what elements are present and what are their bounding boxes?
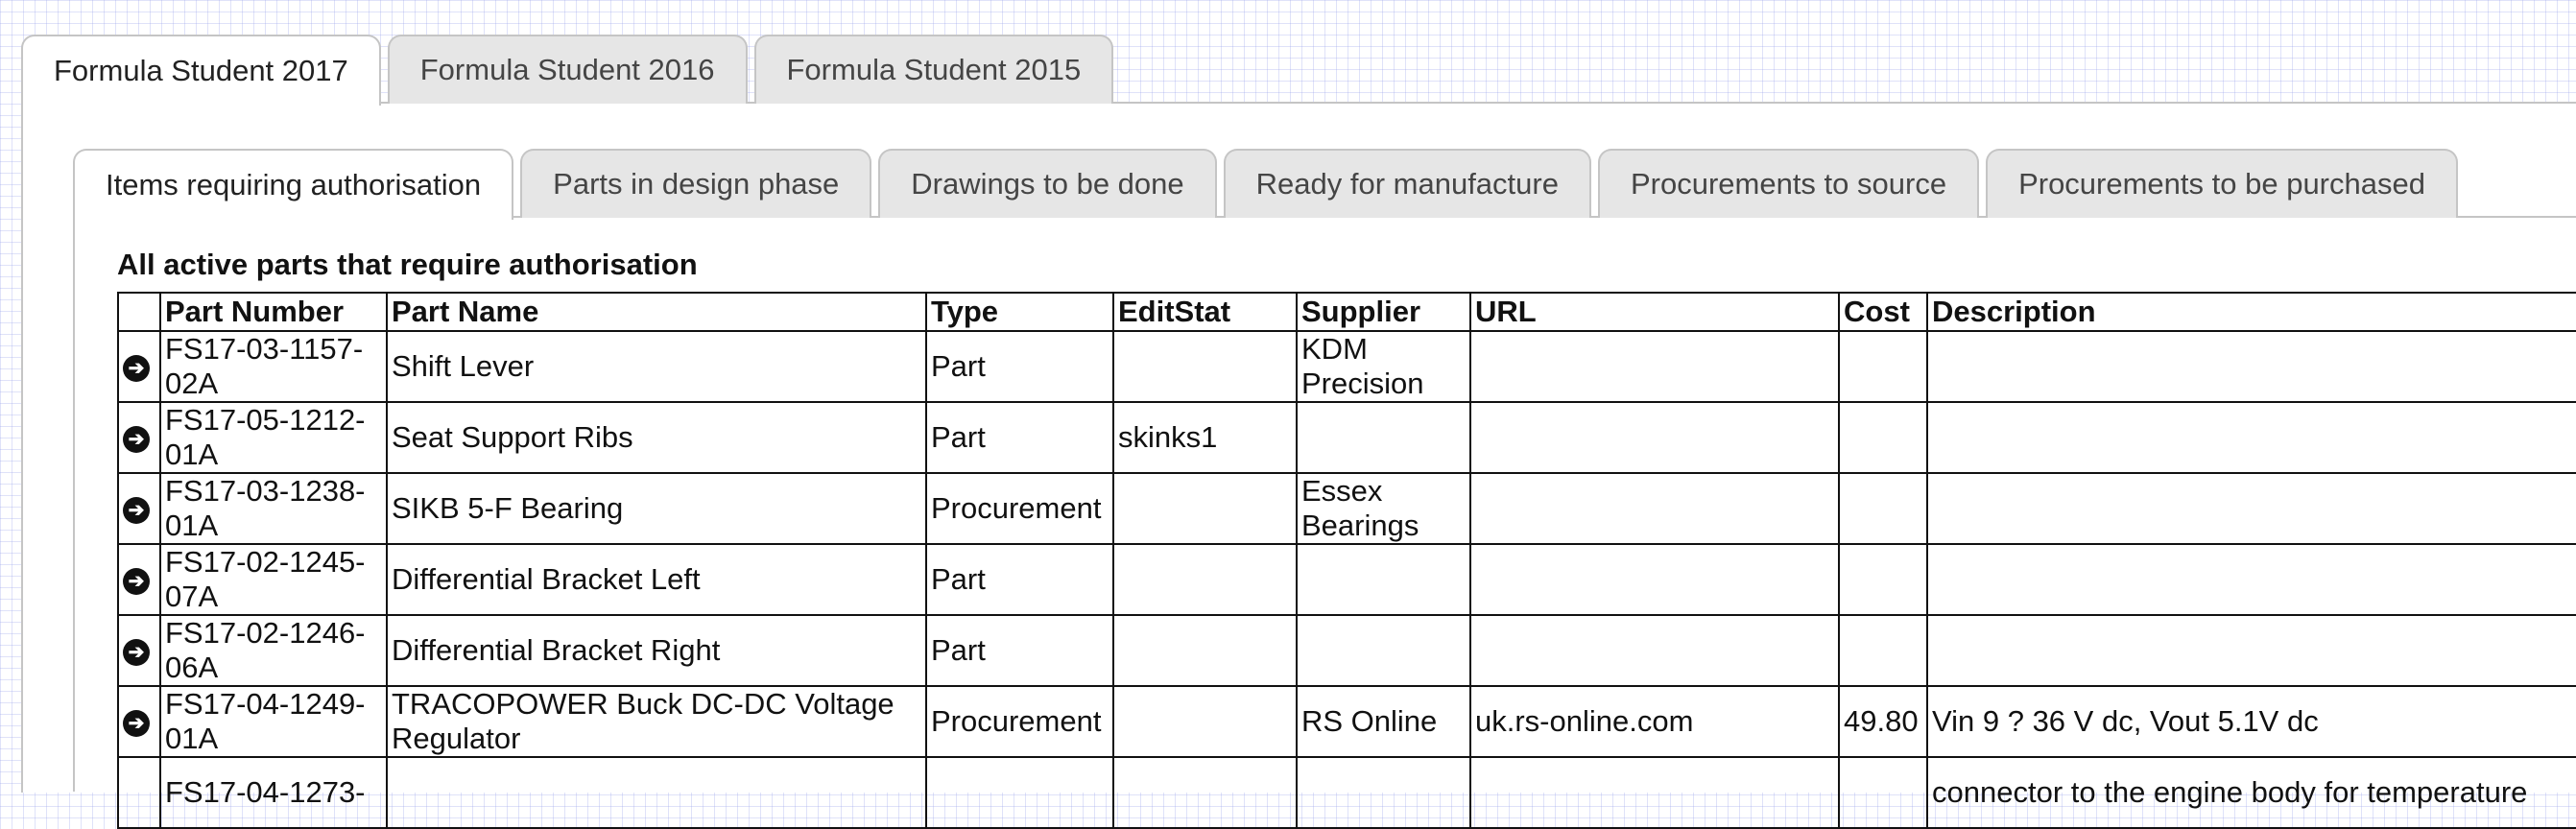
arrow-right-circle-icon[interactable]: ➔ — [123, 568, 150, 595]
description-cell — [1927, 473, 2576, 544]
tab-formula-student-2016[interactable]: Formula Student 2016 — [388, 35, 748, 104]
supplier-cell — [1297, 615, 1470, 686]
description-cell — [1927, 615, 2576, 686]
table-row[interactable] — [118, 615, 2576, 686]
supplier-cell — [1297, 544, 1470, 615]
url-cell[interactable] — [1470, 402, 1839, 473]
type-cell: Part — [926, 544, 1113, 615]
part-name-cell: Shift Lever — [387, 331, 926, 402]
part-number-cell: FS17-04-1273- — [160, 757, 387, 828]
url-cell[interactable] — [1470, 473, 1839, 544]
column-header-supplier: Supplier — [1297, 293, 1470, 331]
column-header-part-number: Part Number — [160, 293, 387, 331]
editstat-cell — [1113, 544, 1297, 615]
parts-table — [117, 292, 2576, 829]
type-cell: Procurement — [926, 473, 1113, 544]
subtab-parts-in-design-phase[interactable]: Parts in design phase — [520, 149, 871, 218]
table-header-row — [118, 293, 2576, 331]
description-cell: Vin 9 ? 36 V dc, Vout 5.1V dc — [1927, 686, 2576, 757]
description-cell: connector to the engine body for temperature — [1927, 757, 2576, 828]
editstat-cell: skinks1 — [1113, 402, 1297, 473]
description-cell — [1927, 544, 2576, 615]
url-cell[interactable] — [1470, 757, 1839, 828]
part-number-cell: FS17-02-1245-07A — [160, 544, 387, 615]
supplier-cell — [1297, 757, 1470, 828]
part-name-cell: Seat Support Ribs — [387, 402, 926, 473]
part-number-cell: FS17-03-1238-01A — [160, 473, 387, 544]
table-row[interactable] — [118, 544, 2576, 615]
table-row[interactable] — [118, 331, 2576, 402]
category-tab-bar — [73, 149, 2458, 220]
tab-formula-student-2017[interactable]: Formula Student 2017 — [21, 35, 381, 106]
subtab-drawings-to-be-done[interactable]: Drawings to be done — [878, 149, 1216, 218]
type-cell — [926, 757, 1113, 828]
row-action-cell[interactable] — [118, 615, 160, 686]
editstat-cell — [1113, 686, 1297, 757]
column-header-url: URL — [1470, 293, 1839, 331]
column-header-cost: Cost — [1839, 293, 1927, 331]
table-row[interactable] — [118, 473, 2576, 544]
description-cell — [1927, 331, 2576, 402]
editstat-cell — [1113, 331, 1297, 402]
table-row[interactable] — [118, 686, 2576, 757]
table-row[interactable] — [118, 757, 2576, 828]
arrow-right-circle-icon[interactable]: ➔ — [123, 426, 150, 453]
cost-cell — [1839, 757, 1927, 828]
column-header-type: Type — [926, 293, 1113, 331]
description-cell — [1927, 402, 2576, 473]
type-cell: Part — [926, 402, 1113, 473]
arrow-right-circle-icon[interactable]: ➔ — [123, 639, 150, 666]
url-cell[interactable] — [1470, 615, 1839, 686]
type-cell: Procurement — [926, 686, 1113, 757]
url-cell[interactable]: uk.rs-online.com — [1470, 686, 1839, 757]
cost-cell — [1839, 402, 1927, 473]
editstat-cell — [1113, 757, 1297, 828]
cost-cell — [1839, 331, 1927, 402]
row-action-cell[interactable] — [118, 757, 160, 828]
row-action-cell[interactable] — [118, 331, 160, 402]
table-row[interactable] — [118, 402, 2576, 473]
cost-cell — [1839, 473, 1927, 544]
subtab-procurements-to-source[interactable]: Procurements to source — [1598, 149, 1979, 218]
row-action-cell[interactable] — [118, 544, 160, 615]
supplier-cell — [1297, 402, 1470, 473]
url-cell[interactable] — [1470, 331, 1839, 402]
column-header-description: Description — [1927, 293, 2576, 331]
part-number-cell: FS17-02-1246-06A — [160, 615, 387, 686]
part-name-cell: Differential Bracket Left — [387, 544, 926, 615]
supplier-cell: Essex Bearings — [1297, 473, 1470, 544]
part-number-cell: FS17-03-1157-02A — [160, 331, 387, 402]
table-body — [118, 331, 2576, 828]
column-header-part-name: Part Name — [387, 293, 926, 331]
section-title: All active parts that require authorisation — [117, 248, 698, 281]
arrow-right-circle-icon[interactable]: ➔ — [123, 710, 150, 737]
column-header-action — [118, 293, 160, 331]
part-name-cell: SIKB 5-F Bearing — [387, 473, 926, 544]
editstat-cell — [1113, 473, 1297, 544]
project-tab-bar — [21, 35, 1113, 106]
part-name-cell: Differential Bracket Right — [387, 615, 926, 686]
supplier-cell: KDM Precision — [1297, 331, 1470, 402]
subtab-procurements-to-be-purchased[interactable]: Procurements to be purchased — [1986, 149, 2458, 218]
arrow-right-circle-icon[interactable]: ➔ — [123, 497, 150, 524]
cost-cell — [1839, 615, 1927, 686]
subtab-ready-for-manufacture[interactable]: Ready for manufacture — [1224, 149, 1591, 218]
row-action-cell[interactable] — [118, 402, 160, 473]
cost-cell — [1839, 544, 1927, 615]
column-header-editstat: EditStat — [1113, 293, 1297, 331]
row-action-cell[interactable] — [118, 473, 160, 544]
type-cell: Part — [926, 615, 1113, 686]
supplier-cell: RS Online — [1297, 686, 1470, 757]
url-cell[interactable] — [1470, 544, 1839, 615]
part-number-cell: FS17-04-1249-01A — [160, 686, 387, 757]
subtab-items-requiring-authorisation[interactable]: Items requiring authorisation — [73, 149, 513, 220]
arrow-right-circle-icon[interactable]: ➔ — [123, 355, 150, 382]
part-name-cell — [387, 757, 926, 828]
type-cell: Part — [926, 331, 1113, 402]
tab-formula-student-2015[interactable]: Formula Student 2015 — [754, 35, 1114, 104]
cost-cell: 49.80 — [1839, 686, 1927, 757]
part-number-cell: FS17-05-1212-01A — [160, 402, 387, 473]
row-action-cell[interactable] — [118, 686, 160, 757]
part-name-cell: TRACOPOWER Buck DC-DC Voltage Regulator — [387, 686, 926, 757]
editstat-cell — [1113, 615, 1297, 686]
